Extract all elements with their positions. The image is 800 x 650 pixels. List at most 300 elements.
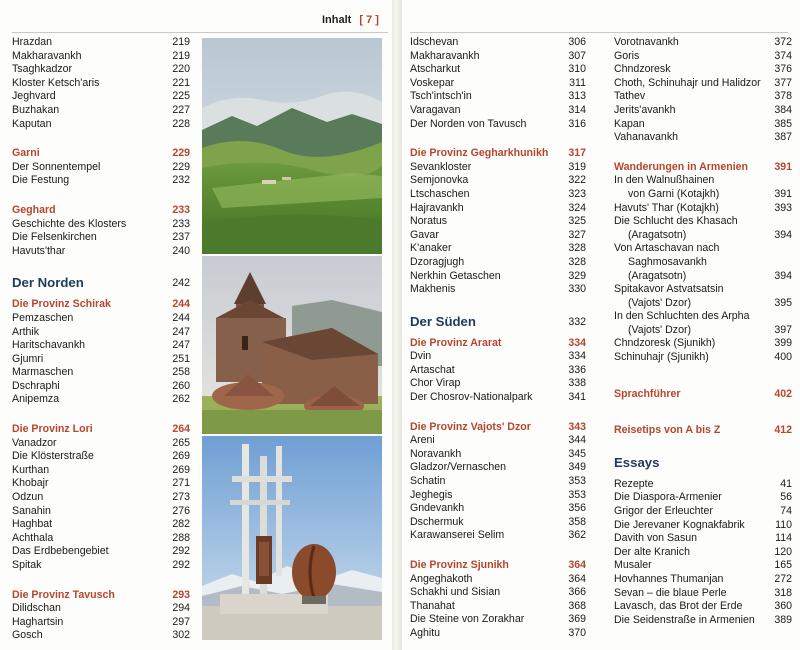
entry-page-number: 384 [774,103,792,116]
entry-page-number: 41 [780,477,792,490]
entry-page-number: 237 [172,231,190,244]
entry-title: Grigor der Erleuchter [614,505,713,518]
entry-title: Musaler [614,559,652,572]
toc-entry [614,337,792,351]
entry-page-number: 397 [774,323,792,336]
entry-page-number: 399 [774,337,792,350]
entry-title: Sanahin [12,504,51,517]
toc-entry [410,50,586,64]
toc-entry [410,188,586,202]
toc-entry [12,545,190,559]
entry-title: Hovhannes Thumanjan [614,573,724,585]
chapter-heading [12,275,190,291]
entry-title: Kaputan [12,117,52,130]
entry-page-number: 374 [774,49,792,62]
toc-entry [410,502,586,516]
entry-page-number: 338 [568,377,586,390]
entry-page-number: 334 [568,350,586,363]
entry-page-number: 372 [774,36,792,48]
entry-page-number: 366 [568,586,586,599]
entry-page-number: 244 [172,311,190,324]
toc-entry [12,532,190,546]
entry-title: Jeghvard [12,90,56,103]
entry-page-number: 402 [774,387,792,400]
entry-title: Marmaschen [12,366,74,379]
spacer [614,401,792,418]
toc-entry [614,324,792,338]
entry-page-number: 251 [172,352,190,365]
photo-mountain-valley [202,38,382,254]
section-heading [12,147,190,161]
toc-entry [12,491,190,505]
toc-entry [614,559,792,573]
entry-title: Goris [614,49,640,62]
entry-page-number: 400 [774,351,792,364]
entry-page-number: 56 [780,491,792,504]
entry-title: Die Provinz Vajots' Dzor [410,420,531,433]
entry-page-number: 412 [774,424,792,437]
toc-entry [12,353,190,367]
entry-page-number: 344 [568,434,586,447]
toc-entry [410,448,586,462]
entry-page-number: 385 [774,117,792,130]
toc-entry [12,559,190,573]
entry-title: Anipemza [12,393,60,406]
toc-entry [410,104,586,118]
toc-entry [614,297,792,311]
photo-stone-monastery [202,256,382,434]
entry-page-number: 240 [172,244,190,257]
entry-title: Kloster Ketsch'aris [12,76,100,89]
toc-entry [614,229,792,243]
entry-page-number: 395 [774,296,792,309]
entry-page-number: 264 [172,423,190,436]
entry-title: Arthik [12,325,40,338]
entry-page-number: 225 [172,90,190,103]
entry-page-number: 219 [172,36,190,48]
section-heading [410,421,586,435]
section-heading [410,147,586,161]
entry-page-number: 244 [172,298,190,311]
entry-title: Schatin [410,475,446,488]
toc-entry [410,600,586,614]
entry-title: Gndevankh [410,502,465,515]
toc-entry [614,63,792,77]
entry-page-number: 391 [774,160,792,173]
entry-page-number: 378 [774,90,792,103]
toc-entry [410,90,586,104]
entry-title: von Garni (Kotajkh) [628,187,720,200]
entry-page-number: 393 [774,201,792,214]
entry-title: Die Provinz Schirak [12,298,111,311]
entry-page-number: 282 [172,518,190,531]
entry-page-number: 330 [568,283,586,296]
entry-page-number: 387 [774,131,792,144]
toc-entry [614,50,792,64]
running-header [322,14,379,26]
entry-page-number: 276 [172,504,190,517]
toc-entry [410,118,586,132]
toc-entry [614,90,792,104]
entry-title: Sprachführer [614,387,681,400]
entry-title: Chndzoresk [614,63,671,76]
toc-entry [410,242,586,256]
entry-page-number: 370 [568,626,586,639]
entry-title: Chndzoresk (Sjunikh) [614,337,716,350]
entry-title: Artaschat [410,363,455,376]
entry-title: Haghartsin [12,615,64,628]
entry-page-number: 389 [774,613,792,626]
entry-title: Havuts'thar [12,244,66,257]
entry-page-number: 227 [172,103,190,116]
header-rule-right [410,32,788,33]
entry-page-number: 269 [172,450,190,463]
toc-entry [614,104,792,118]
entry-title: (Aragatsotn) [628,269,687,282]
entry-page-number: 272 [774,573,792,585]
toc-entry [614,77,792,91]
toc-entry [12,464,190,478]
entry-page-number: 271 [172,477,190,490]
entry-title: Nerkhin Getaschen [410,269,501,282]
entry-page-number: 324 [568,201,586,214]
entry-title: Die Seidenstraße in Armenien [614,613,755,626]
toc-entry [410,350,586,364]
toc-entry [410,627,586,641]
toc-entry [410,161,586,175]
toc-entry [410,377,586,391]
entry-page-number: 288 [172,531,190,544]
entry-title: Das Erdbebengebiet [12,545,109,558]
entry-page-number: 306 [568,36,586,48]
toc-entry [614,215,792,229]
toc-entry [12,326,190,340]
chapter-heading [410,314,586,330]
entry-title: Angeghakoth [410,572,473,585]
toc-entry [12,380,190,394]
toc-entry [12,63,190,77]
toc-entry [614,573,792,587]
entry-title: Die Festung [12,174,70,187]
entry-page-number: 328 [568,255,586,268]
entry-page-number: 322 [568,174,586,187]
toc-entry [12,36,190,50]
toc-entry [410,283,586,297]
entry-title: Kapan [614,117,645,130]
toc-entry [410,270,586,284]
entry-page-number [766,256,792,270]
toc-entry [12,505,190,519]
entry-page-number: 353 [568,475,586,488]
toc-entry [410,391,586,405]
toc-entry [614,202,792,216]
entry-page-number: 345 [568,447,586,460]
entry-title: Geschichte des Klosters [12,217,127,230]
entry-page-number: 247 [172,339,190,352]
toc-entry [614,519,792,533]
toc-entry [12,518,190,532]
entry-title: Tsaghkadzor [12,63,73,76]
spacer [410,543,586,553]
entry-title: Idschevan [410,36,459,48]
entry-title: Odzun [12,491,44,504]
entry-title: Jerits'avankh [614,103,676,116]
toc-entry [410,516,586,530]
toc-entry [410,229,586,243]
section-heading [614,161,792,175]
entry-title: (Vajots' Dzor) [628,323,692,336]
entry-title: Haghbat [12,518,53,531]
toc-entry [614,614,792,628]
entry-page-number: 313 [568,90,586,103]
entry-title: Der Sonnentempel [12,160,101,173]
entry-title: Aghitu [410,626,441,639]
entry-page-number: 349 [568,461,586,474]
entry-title: Achthala [12,531,54,544]
toc-column-3 [614,36,792,627]
toc-entry [12,218,190,232]
toc-entry [12,90,190,104]
toc-entry [12,77,190,91]
entry-title: Lavasch, das Brot der Erde [614,600,743,613]
entry-page-number: 329 [568,269,586,282]
entry-page-number: 120 [774,545,792,558]
spacer [410,405,586,415]
entry-page-number: 232 [172,174,190,187]
entry-page-number: 360 [774,600,792,613]
entry-page-number: 258 [172,366,190,379]
toc-entry [614,283,792,297]
toc-entry [12,477,190,491]
entry-page-number: 328 [568,242,586,255]
toc-entry [410,461,586,475]
entry-page-number: 302 [172,629,190,642]
entry-title: Kurthan [12,463,50,476]
entry-page-number: 229 [172,147,190,160]
entry-page-number: 316 [568,117,586,130]
entry-page-number: 114 [775,532,792,545]
entry-title: Gavar [410,228,439,241]
entry-title: Sevankloster [410,160,472,173]
entry-title: Hrazdan [12,36,53,48]
toc-entry [614,270,792,284]
entry-page-number: 233 [172,217,190,230]
toc-entry [410,613,586,627]
entry-title: Vorotnavankh [614,36,679,48]
entry-page-number: 394 [774,269,792,282]
entry-title: Voskepar [410,76,455,89]
entry-title: Ltschaschen [410,187,470,200]
entry-page-number: 311 [569,76,586,89]
book-gutter [392,0,402,650]
entry-title: Garni [12,147,40,160]
entry-page-number [766,174,792,188]
entry-title: Thanahat [410,599,455,612]
entry-title: Dschermuk [410,515,464,528]
toc-entry [12,118,190,132]
toc-entry [614,188,792,202]
entry-title: Davith von Sasun [614,532,698,545]
toc-entry [12,245,190,259]
entry-title: Der Norden von Tavusch [410,117,527,130]
toc-entry [614,587,792,601]
entry-title: Der Süden [410,313,476,329]
section-heading [12,423,190,437]
entry-page-number: 110 [775,518,792,531]
entry-title: Schakhi und Sisian [410,586,501,599]
toc-entry [614,491,792,505]
entry-title: Spitak [12,559,42,571]
entry-title: Die Provinz Lori [12,423,93,436]
entry-title: Noravankh [410,447,462,460]
entry-title: Gjumri [12,352,44,365]
section-heading [12,298,190,312]
entry-page-number: 229 [172,160,190,173]
entry-page-number: 220 [172,63,190,76]
entry-title: Makhenis [410,283,456,296]
toc-entry [410,63,586,77]
toc-entry [614,242,792,256]
entry-title: Areni [410,434,435,447]
entry-title: Reisetips von A bis Z [614,424,721,437]
entry-page-number [766,215,792,229]
toc-entry [12,629,190,643]
toc-column-2 [410,36,586,641]
photo-memorial-monument [202,436,382,640]
entry-title: Spitakavor Astvatsatsin [614,283,724,296]
entry-title: Makharavankh [12,49,82,62]
entry-title: Essays [614,454,660,470]
entry-title: In den Schluchten des Arpha [614,310,750,323]
spacer [410,131,586,141]
toc-entry [614,118,792,132]
entry-page-number: 336 [568,363,586,376]
entry-title: Dilidschan [12,602,61,615]
entry-page-number: 391 [774,187,792,200]
entry-page-number [766,455,792,471]
entry-page-number: 364 [568,559,586,571]
header-rule-left [12,32,388,33]
spacer [614,365,792,382]
spacer [12,131,190,141]
entry-page-number: 233 [172,203,190,216]
entry-title: (Vajots' Dzor) [628,296,692,309]
toc-entry [410,256,586,270]
entry-page-number: 364 [568,572,586,585]
entry-page-number: 293 [172,588,190,601]
entry-page-number: 323 [568,187,586,200]
entry-page-number: 343 [568,420,586,433]
entry-title: K'anaker [410,242,452,255]
entry-page-number: 358 [568,515,586,528]
entry-page-number: 273 [172,491,190,504]
entry-page-number: 334 [568,336,586,349]
toc-entry [614,600,792,614]
entry-page-number: 292 [172,545,190,558]
toc-entry [410,489,586,503]
spacer [12,573,190,583]
entry-page-number: 327 [568,228,586,241]
section-heading [12,204,190,218]
toc-entry [614,532,792,546]
entry-page-number: 269 [172,463,190,476]
entry-title: In den Walnußhainen [614,174,715,187]
spacer [12,188,190,198]
toc-entry [12,602,190,616]
section-heading [12,589,190,603]
toc-entry [410,215,586,229]
toc-entry [410,202,586,216]
entry-title: Der Norden [12,275,84,291]
entry-page-number: 341 [568,391,586,404]
toc-entry [614,131,792,145]
toc-entry [12,174,190,188]
entry-title: Pemzaschen [12,311,74,324]
entry-title: Vahanavankh [614,131,679,144]
entry-title: Semjonovka [410,174,469,187]
toc-entry [410,475,586,489]
entry-title: Die Diaspora-Armenier [614,491,722,504]
entry-title: Buzhakan [12,103,60,116]
entry-title: Gosch [12,629,43,642]
toc-entry [12,161,190,175]
entry-page-number: 314 [568,103,586,116]
entry-page-number: 310 [568,63,586,76]
entry-page-number: 319 [568,160,586,173]
entry-page-number: 356 [568,502,586,515]
entry-title: Gladzor/Vernaschen [410,461,506,474]
entry-title: (Aragatsotn) [628,228,687,241]
entry-title: Die Provinz Tavusch [12,588,115,601]
entry-page-number: 394 [774,228,792,241]
entry-page-number: 307 [568,49,586,62]
entry-title: Die Provinz Sjunikh [410,559,509,571]
entry-title: Karawanserei Selim [410,529,505,542]
entry-title: Dzoragjugh [410,255,465,268]
entry-page-number: 228 [172,117,190,130]
toc-entry [614,505,792,519]
header-label: Inhalt [322,14,352,26]
entry-page-number: 318 [774,586,792,599]
section-heading [614,424,792,438]
entry-title: Die Provinz Gegharkhunikh [410,147,549,160]
toc-column-1 [12,36,190,643]
entry-title: Hajravankh [410,201,464,214]
entry-title: Khobajr [12,477,49,490]
entry-page-number: 219 [172,49,190,62]
entry-page-number: 242 [172,277,190,290]
spacer [614,145,792,155]
toc-entry [410,364,586,378]
entry-title: Geghard [12,203,56,216]
entry-title: Atscharkut [410,63,461,76]
entry-title: Vanadzor [12,436,57,449]
entry-title: Choth, Schinuhajr und Halidzor [614,76,761,89]
toc-entry [410,36,586,50]
section-heading [410,337,586,351]
spacer [12,407,190,417]
entry-page-number: 292 [172,559,190,571]
entry-title: Chor Virap [410,377,461,390]
entry-page-number: 294 [172,602,190,615]
toc-entry [410,174,586,188]
toc-entry [410,434,586,448]
entry-title: Tsch'intsch'in [410,90,472,103]
entry-title: Saghmosavankh [628,255,707,268]
entry-page-number: 368 [568,599,586,612]
entry-title: Die Provinz Ararat [410,336,502,349]
toc-entry [614,351,792,365]
